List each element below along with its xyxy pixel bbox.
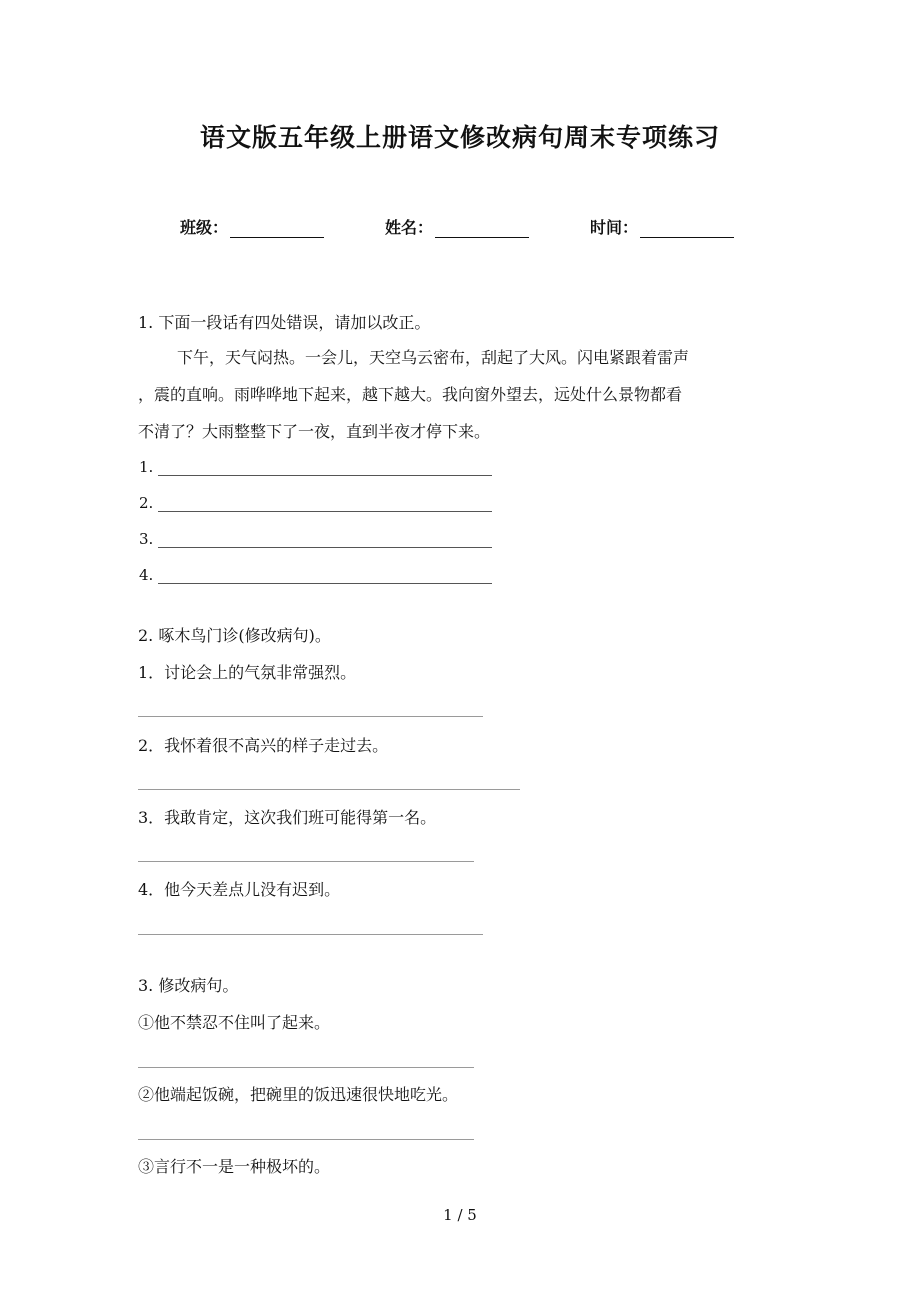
q1-paragraph-line: 不清了？大雨整整下了一夜，直到半夜才停下来。 [138, 422, 491, 441]
q3-answer-line[interactable] [138, 1139, 474, 1140]
q2-answer-line[interactable] [138, 861, 474, 862]
q1-answer-line[interactable] [158, 583, 492, 584]
q1-prompt: 1. 下面一段话有四处错误，请加以改正。 [138, 313, 431, 332]
name-field [385, 215, 529, 238]
time-blank[interactable] [640, 219, 734, 238]
q1-answer-number: 4. [139, 566, 154, 584]
q3-item: ②他端起饭碗，把碗里的饭迅速很快地吃光。 [138, 1085, 459, 1104]
q2-prompt: 2. 啄木鸟门诊(修改病句)。 [138, 626, 331, 645]
q3-answer-line[interactable] [138, 1067, 474, 1068]
q1-answer-line[interactable] [158, 547, 492, 548]
q3-item: ③言行不一是一种极坏的。 [138, 1157, 331, 1176]
name-label: 姓名： [385, 218, 434, 237]
q1-answer-number: 1. [139, 458, 154, 476]
q3-item: ①他不禁忍不住叫了起来。 [138, 1013, 331, 1032]
q2-answer-line[interactable] [138, 716, 483, 717]
class-label: 班级： [180, 218, 229, 237]
class-blank[interactable] [230, 219, 324, 238]
class-field [180, 215, 324, 238]
q3-prompt: 3. 修改病句。 [138, 976, 239, 995]
q1-paragraph-line: ，震的直响。雨哗哗地下起来，越下越大。我向窗外望去，远处什么景物都看 [138, 385, 683, 404]
q2-answer-line[interactable] [138, 934, 483, 935]
q2-item: 1．讨论会上的气氛非常强烈。 [138, 663, 357, 682]
q2-item: 3．我敢肯定，这次我们班可能得第一名。 [138, 808, 437, 827]
q1-answer-line[interactable] [158, 475, 492, 476]
q2-item: 4．他今天差点儿没有迟到。 [138, 880, 341, 899]
q1-answer-line[interactable] [158, 511, 492, 512]
q1-paragraph-line: 下午，天气闷热。一会儿，天空乌云密布，刮起了大风。闪电紧跟着雷声 [177, 348, 690, 367]
time-field [590, 215, 734, 238]
time-label: 时间： [590, 218, 639, 237]
q2-answer-line[interactable] [138, 789, 520, 790]
name-blank[interactable] [435, 219, 529, 238]
page-title: 语文版五年级上册语文修改病句周末专项练习 [199, 123, 720, 152]
page-number: 1 / 5 [443, 1206, 477, 1224]
q1-answer-number: 2. [139, 494, 154, 512]
q1-answer-number: 3. [139, 530, 154, 548]
q2-item: 2．我怀着很不高兴的样子走过去。 [138, 736, 389, 755]
